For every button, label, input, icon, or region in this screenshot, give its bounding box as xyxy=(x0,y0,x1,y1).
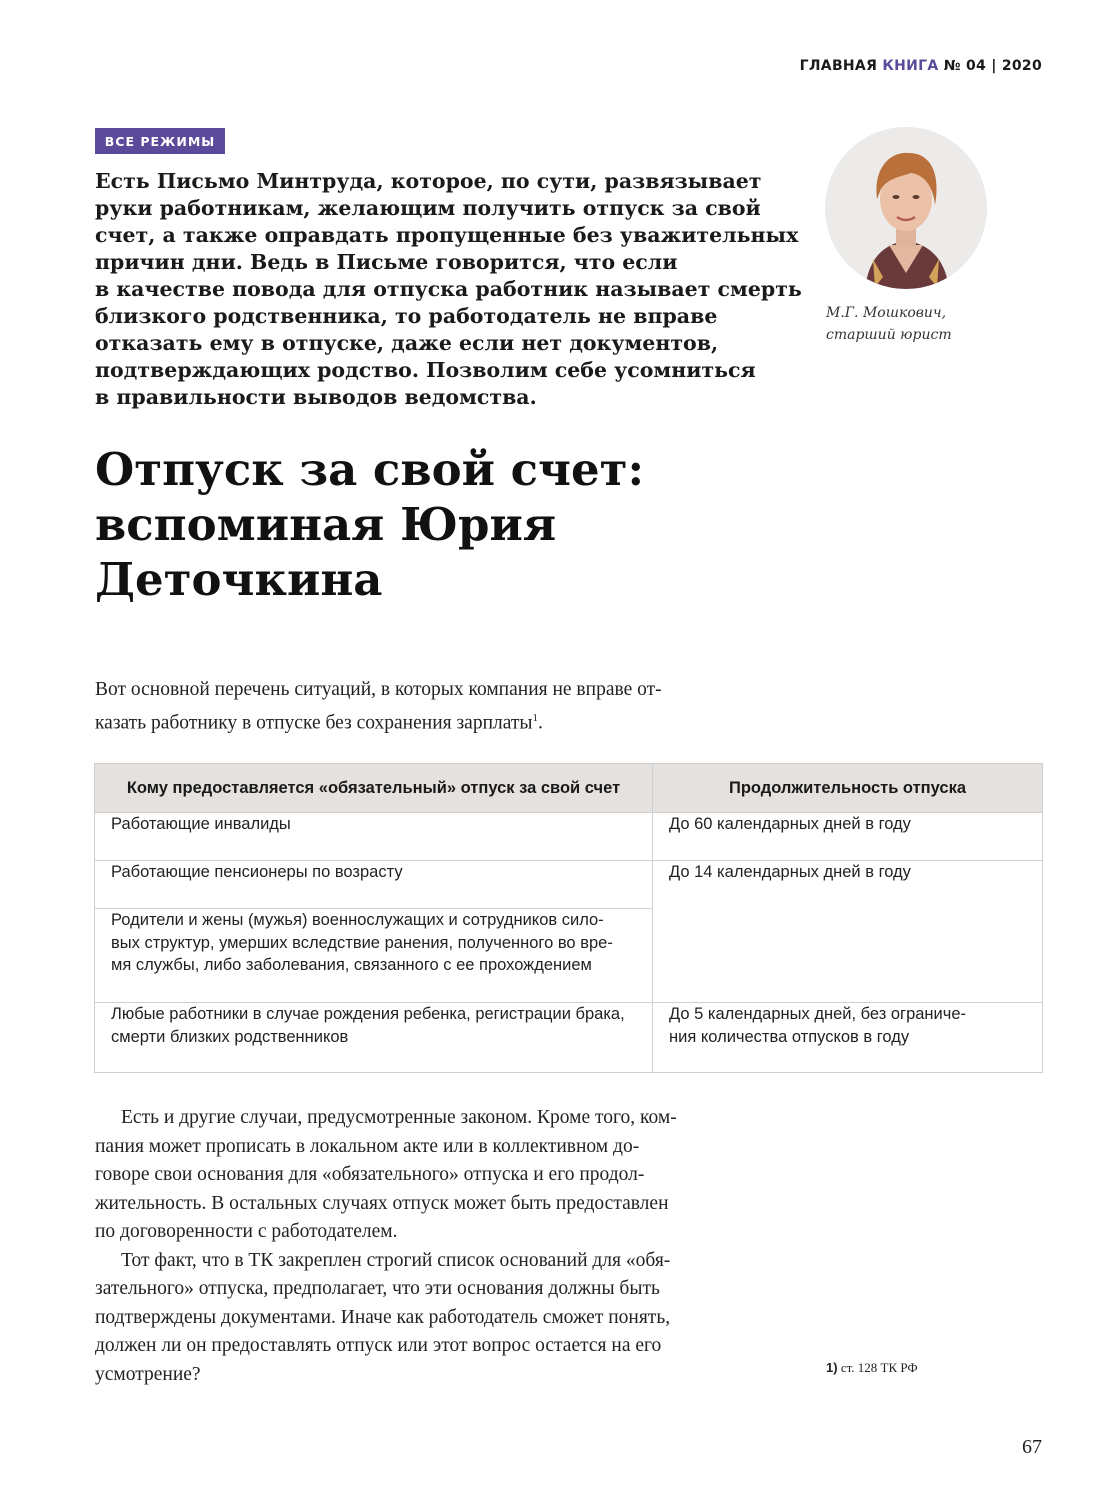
intro-text: казать работнику в отпуске без сохранения зарплаты xyxy=(95,712,533,734)
body-line: должен ли он предоставлять отпуск или этот вопрос остается на его xyxy=(95,1335,662,1356)
cell-text: Работающие инвалиды xyxy=(111,815,291,833)
intro-paragraph xyxy=(95,676,785,738)
magazine-header xyxy=(800,58,1042,74)
cell-text: мя службы, либо заболевания, связанного с ее прохождением xyxy=(111,956,592,974)
lead-line: счет, а также оправдать пропущенные без уважительных xyxy=(95,223,799,247)
body-line: пания может прописать в локальном акте или в коллективном до- xyxy=(95,1135,640,1157)
cell-text: До 5 календарных дней, без ограниче- xyxy=(669,1005,967,1023)
lead-line: близкого родственника, то работодатель не вправе xyxy=(95,304,718,328)
lead-line: Есть Письмо Минтруда, которое, по сути, развязывает xyxy=(95,169,762,193)
body-line: подтверждены документами. Иначе как работодатель сможет понять, xyxy=(95,1306,671,1328)
table-row xyxy=(95,813,1043,861)
lead-line: отказать ему в отпуске, даже если нет документов, xyxy=(95,331,719,355)
header-who: Кому предоставляется «обязательный» отпуск за свой счет xyxy=(95,764,653,813)
cell-text: ния количества отпусков в году xyxy=(669,1027,910,1046)
article-title xyxy=(95,442,795,607)
lead-line: подтверждающих родство. Позволим себе усомниться xyxy=(95,358,756,382)
brand-part2: КНИГА xyxy=(882,58,939,74)
footnote-text: ст. 128 ТК РФ xyxy=(840,1360,918,1375)
lead-paragraph xyxy=(95,168,802,411)
lead-line: руки работникам, желающим получить отпуск за свой xyxy=(95,196,761,220)
cell-text: вых структур, умерших вследствие ранения, полученного во вре- xyxy=(111,933,613,952)
footnote-ref[interactable]: 1 xyxy=(532,712,539,724)
intro-line xyxy=(95,704,785,738)
brand-part1: ГЛАВНАЯ xyxy=(799,58,878,74)
cell-text: смерти близких родственников xyxy=(111,1027,349,1046)
leave-table xyxy=(94,763,1043,1073)
cell-who xyxy=(95,861,653,909)
cell-text: Родители и жены (мужья) военнослужащих и сотрудников сило- xyxy=(111,911,604,929)
cell-text: До 14 календарных дней в году xyxy=(669,863,911,881)
lead-line: в качестве повода для отпуска работник называет смерть xyxy=(95,277,802,301)
title-line: Отпуск за свой счет: xyxy=(95,443,645,496)
intro-line: Вот основной перечень ситуаций, в которых компания не вправе от- xyxy=(95,679,662,700)
table-row xyxy=(95,861,1043,909)
cell-text: До 60 календарных дней в году xyxy=(669,815,911,833)
body-line: зательного» отпуска, предполагает, что эти основания должны быть xyxy=(95,1278,660,1299)
table-row xyxy=(95,1003,1043,1073)
table-header-row xyxy=(95,764,1043,813)
page-number: 67 xyxy=(1022,1436,1042,1458)
cell-text: Любые работники в случае рождения ребенка, регистрации брака, xyxy=(111,1005,625,1023)
intro-period: . xyxy=(538,712,543,734)
body-line: говоре свои основания для «обязательного» отпуска и его продол- xyxy=(95,1164,645,1185)
title-line: Деточкина xyxy=(95,553,383,606)
body-line: по договоренности с работодателем. xyxy=(95,1221,398,1242)
lead-line: причин дни. Ведь в Письме говорится, что если xyxy=(95,250,678,274)
cell-duration xyxy=(653,813,1043,861)
author-portrait xyxy=(825,127,987,289)
body-text xyxy=(95,1104,785,1389)
body-line: жительность. В остальных случаях отпуск может быть предоставлен xyxy=(95,1192,669,1214)
cell-who xyxy=(95,1003,653,1073)
body-line: усмотрение? xyxy=(95,1363,201,1385)
author-name: М.Г. Мошкович, xyxy=(826,305,947,321)
cell-duration xyxy=(653,1003,1043,1073)
footnote-number: 1) xyxy=(826,1360,838,1375)
lead-line: в правильности выводов ведомства. xyxy=(95,385,537,409)
cell-who xyxy=(95,909,653,1003)
title-line: вспоминая Юрия xyxy=(95,498,557,551)
cell-duration xyxy=(653,861,1043,1003)
portrait-illustration xyxy=(825,127,987,289)
header-duration: Продолжительность отпуска xyxy=(653,764,1043,813)
cell-text: Работающие пенсионеры по возрасту xyxy=(111,863,403,881)
cell-who xyxy=(95,813,653,861)
author-role: старший юрист xyxy=(826,327,952,343)
issue-number: № 04 | 2020 xyxy=(943,58,1042,74)
category-tag: ВСЕ РЕЖИМЫ xyxy=(95,128,225,154)
footnote xyxy=(826,1360,918,1376)
author-caption xyxy=(826,302,952,346)
body-line: Тот факт, что в ТК закреплен строгий список оснований для «обя- xyxy=(121,1249,671,1271)
body-line: Есть и другие случаи, предусмотренные законом. Кроме того, ком- xyxy=(121,1107,677,1128)
